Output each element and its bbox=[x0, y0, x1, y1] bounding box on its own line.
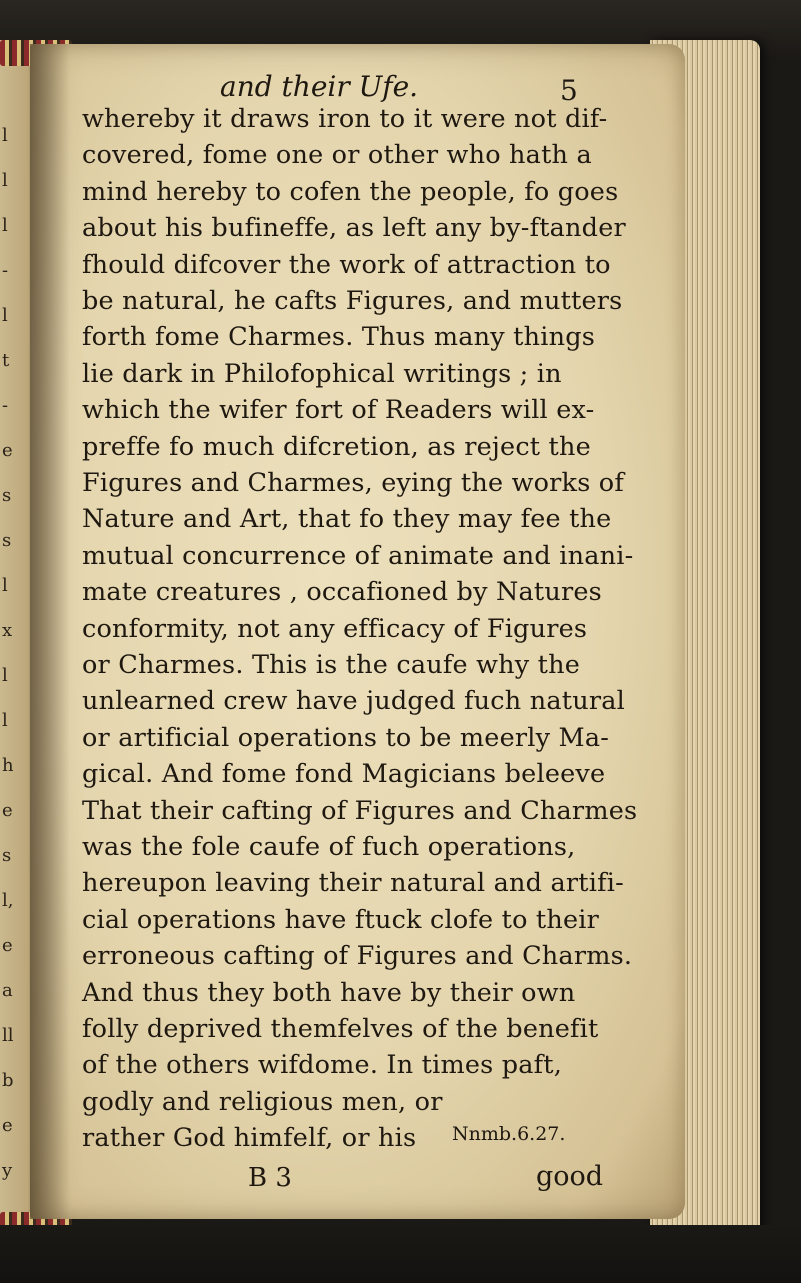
text-line: hereupon leaving their natural and artifi- bbox=[82, 868, 624, 899]
spine-shadow bbox=[30, 44, 70, 1219]
text-line: And thus they both have by their own bbox=[82, 977, 576, 1008]
previous-page-char: ll bbox=[2, 1025, 14, 1046]
text-line: lie dark in Philofophical writings ; in bbox=[82, 358, 562, 389]
text-line: conformity, not any efficacy of Figures bbox=[82, 613, 588, 644]
signature-mark: B 3 bbox=[248, 1163, 292, 1193]
previous-page-char: l bbox=[2, 710, 8, 731]
previous-page-char: a bbox=[2, 980, 13, 1001]
text-line: folly deprived themfelves of the benefit bbox=[82, 1014, 599, 1044]
text-line: of the others wifdome. In times paft, bbox=[82, 1050, 563, 1081]
text-line: gical. And fome fond Magicians beleeve bbox=[82, 759, 606, 790]
text-line: mutual concurrence of animate and inani- bbox=[82, 540, 634, 571]
previous-page-char: e bbox=[2, 935, 13, 956]
previous-page-char: l bbox=[2, 305, 8, 326]
previous-page-char: h bbox=[2, 755, 14, 776]
text-line: Nature and Art, that fo they may fee the bbox=[82, 504, 612, 535]
previous-page-char: l bbox=[2, 125, 8, 146]
text-line: mate creatures , occafioned by Natures bbox=[82, 577, 602, 608]
text-line: mind hereby to cofen the people, fo goes bbox=[82, 176, 619, 207]
text-line: or Charmes. This is the caufe why the bbox=[82, 650, 581, 680]
previous-page-char: l bbox=[2, 170, 8, 191]
previous-page-char: y bbox=[2, 1160, 13, 1181]
previous-page-char: l bbox=[2, 215, 8, 236]
text-line: cial operations have ftuck clofe to their bbox=[82, 904, 600, 935]
previous-page-char: e bbox=[2, 800, 13, 821]
previous-page-char: x bbox=[2, 620, 13, 641]
text-line: fhould difcover the work of attraction to bbox=[82, 249, 611, 280]
text-line: That their cafting of Figures and Charmes bbox=[82, 795, 638, 826]
previous-page-char: t bbox=[2, 350, 10, 371]
text-line: about his bufineffe, as left any by-ftander bbox=[82, 213, 626, 244]
text-line: Figures and Charmes, eying the works of bbox=[82, 468, 624, 498]
previous-page-char: - bbox=[2, 260, 9, 281]
previous-page-char: l bbox=[2, 575, 8, 596]
margin-note: Nnmb.6.27. bbox=[452, 1123, 566, 1145]
previous-page-char: b bbox=[2, 1070, 14, 1091]
text-line: rather God himfelf, or his bbox=[82, 1123, 417, 1154]
text-line: forth fome Charmes. Thus many things bbox=[82, 322, 596, 353]
text-line: was the fole caufe of fuch operations, bbox=[82, 832, 576, 862]
text-line: unlearned crew have judged fuch natural bbox=[82, 686, 625, 717]
previous-page-char: s bbox=[2, 485, 12, 506]
previous-page-char: l bbox=[2, 665, 8, 686]
previous-page-char: s bbox=[2, 845, 12, 866]
previous-page-char: e bbox=[2, 440, 13, 461]
text-line: erroneous cafting of Figures and Charms. bbox=[82, 941, 633, 972]
catchword: good bbox=[536, 1161, 604, 1192]
text-line: whereby it draws iron to it were not dif- bbox=[82, 104, 608, 134]
backdrop-bottom bbox=[0, 1225, 801, 1283]
text-line: preffe fo much difcretion, as reject the bbox=[82, 431, 591, 462]
text-line: covered, fome one or other who hath a bbox=[82, 140, 592, 171]
previous-page-char: - bbox=[2, 395, 9, 416]
text-line: which the wifer fort of Readers will ex- bbox=[82, 395, 595, 426]
text-line: or artificial operations to be meerly Ma- bbox=[82, 722, 610, 753]
text-line: godly and religious men, or bbox=[82, 1086, 443, 1117]
page-number: 5 bbox=[560, 74, 578, 107]
running-head: and their Ufe. bbox=[220, 70, 419, 103]
previous-page-char: e bbox=[2, 1115, 13, 1136]
previous-page-char: l, bbox=[2, 890, 14, 911]
text-line: be natural, he cafts Figures, and mutters bbox=[82, 286, 623, 316]
previous-page-char: s bbox=[2, 530, 12, 551]
